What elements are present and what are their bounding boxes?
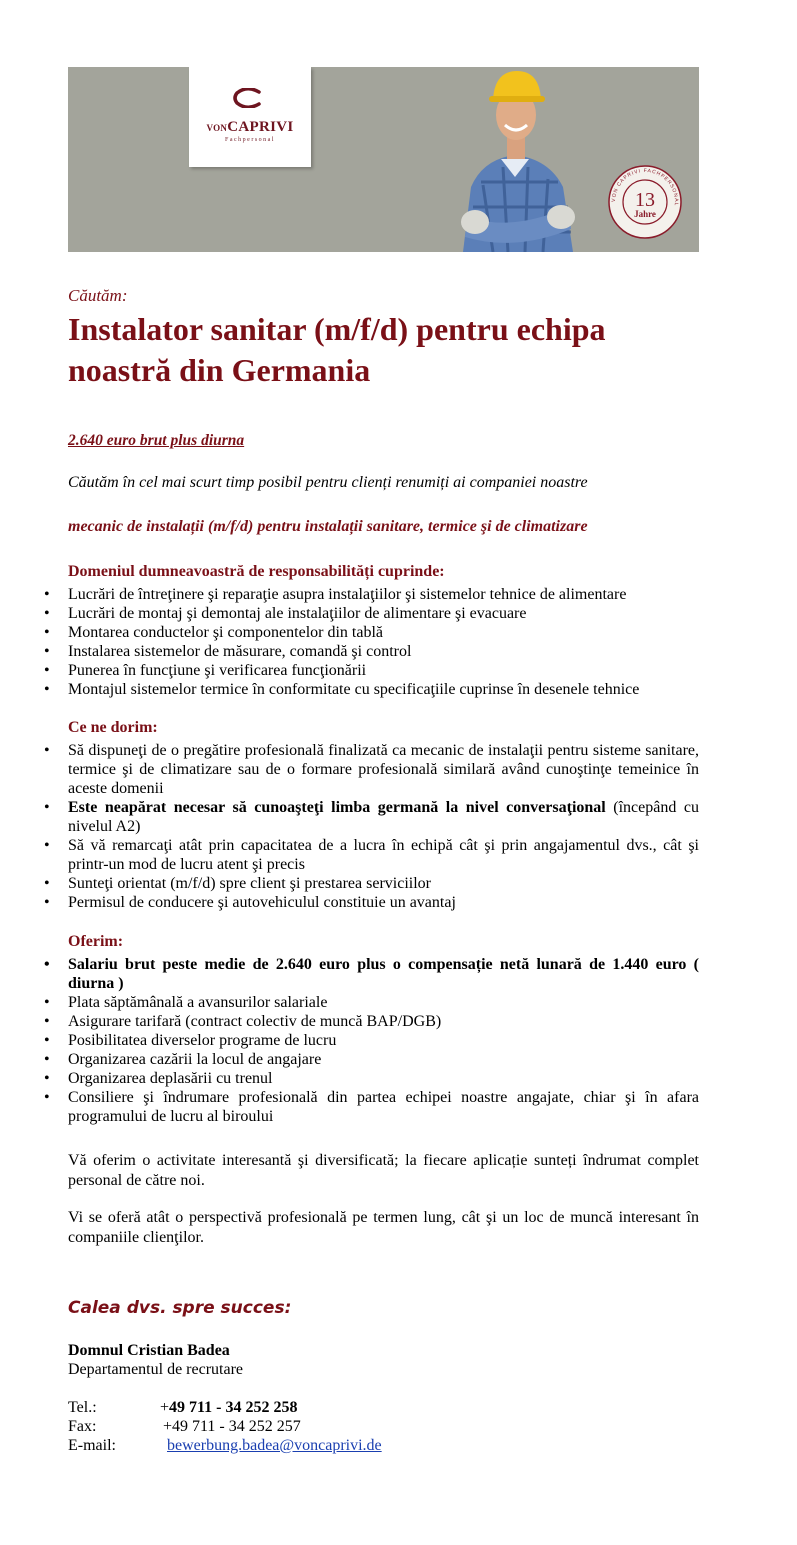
list-item: • Organizarea deplasării cu trenul [68, 1069, 699, 1088]
list-item: • Consiliere şi îndrumare profesională din partea echipei noastre angajate, chiar şi în afara programului de lucru al biroului [68, 1088, 699, 1126]
list-item: • Posibilitatea diverselor programe de lucru [68, 1031, 699, 1050]
list-item: • Lucrări de întreţinere şi reparaţie asupra instalaţiilor şi sistemelor tehnice de alimentare [68, 585, 699, 604]
company-logo [189, 67, 311, 167]
call-to-action: Calea dvs. spre succes: [68, 1298, 292, 1318]
list-item: • Salariu brut peste medie de 2.640 euro plus o compensație netă lunară de 1.440 euro ( diurna ) [68, 955, 699, 993]
job-title [68, 309, 708, 391]
badge-unit: Jahre [634, 209, 656, 219]
closing-paragraph-1: Vă oferim o activitate interesantă şi diversificată; la fiecare aplicație sunteți îndrumat complet personal de către noi. [68, 1152, 699, 1189]
requirements-heading: Ce ne dorim: [68, 719, 158, 736]
contact-department: Departamentul de recrutare [68, 1361, 244, 1378]
german-requirement-bold: Este neapărat necesar să cunoaşteţi limba germană la nivel conversaţional [68, 799, 606, 816]
fax-label: Fax: [68, 1418, 97, 1435]
logo-tagline: Fachpersonal [225, 137, 275, 143]
list-item: • Asigurare tarifară (contract colectiv de muncă BAP/DGB) [68, 1012, 699, 1031]
list-item: • Să dispuneţi de o pregătire profesională finalizată ca mecanic de instalaţii pentru sisteme sanitare, termice şi de climatizare sau de o formare profesională similară având cunoştinţe temeinice în aceste domenii [68, 741, 699, 798]
list-item: • Instalarea sistemelor de măsurare, comandă şi control [68, 642, 699, 661]
german-requirement-rest: (începând cu nivelul A2) [68, 799, 699, 835]
offers-heading: Oferim: [68, 933, 124, 950]
badge-number: 13 [635, 189, 655, 211]
list-item: • Permisul de conducere şi autovehiculul constituie un avantaj [68, 893, 699, 912]
email-label: E-mail: [68, 1437, 116, 1454]
tel-number: 49 711 - 34 252 258 [169, 1399, 298, 1416]
intro-text: Căutăm în cel mai scurt timp posibil pentru clienți renumiți ai companiei noastre [68, 474, 588, 491]
list-item [68, 798, 699, 836]
list-item: • Sunteţi orientat (m/f/d) spre client şi prestarea serviciilor [68, 874, 699, 893]
contact-name: Domnul Cristian Badea [68, 1342, 230, 1359]
list-item: • Punerea în funcţiune şi verificarea funcţionării [68, 661, 699, 680]
logo-c-mark-icon [233, 88, 261, 108]
email-link[interactable]: bewerbung.badea@voncaprivi.de [167, 1437, 382, 1454]
list-item: • Montajul sistemelor termice în conformitate cu specificaţiile cuprinse în desenele tehnice [68, 680, 699, 699]
responsibilities-list [68, 585, 699, 699]
worker-photo [453, 67, 583, 252]
logo-wordmark [189, 119, 311, 136]
job-title-line-1: Instalator sanitar (m/f/d) pentru echipa [68, 311, 606, 347]
fax-value: +49 711 - 34 252 257 [163, 1418, 301, 1435]
badge-ring-text: VON CAPRIVI FACHPERSONAL [610, 167, 680, 207]
offers-list [68, 955, 699, 1126]
closing-paragraph-2: Vi se oferă atât o perspectivă profesională pe termen lung, cât şi un loc de muncă interesant în companiile clienţilor. [68, 1209, 699, 1246]
header-banner [68, 67, 699, 252]
list-item: • Lucrări de montaj şi demontaj ale instalaţiilor de alimentare şi evacuare [68, 604, 699, 623]
role-title: mecanic de instalații (m/f/d) pentru instalații sanitare, termice şi de climatizare [68, 518, 588, 535]
list-item: • Montarea conductelor şi componentelor din tablă [68, 623, 699, 642]
list-item: • Plata săptămânală a avansurilor salariale [68, 993, 699, 1012]
tel-label: Tel.: [68, 1399, 97, 1416]
salary-line: 2.640 euro brut plus diurna [68, 432, 245, 449]
job-title-line-2: noastră din Germania [68, 352, 371, 388]
logo-prefix: VON [206, 123, 228, 133]
tel-value [160, 1399, 297, 1417]
tel-plus: + [160, 1399, 170, 1416]
anniversary-badge [601, 164, 689, 240]
list-item: • Organizarea cazării la locul de angajare [68, 1050, 699, 1069]
responsibilities-heading: Domeniul dumneavoastră de responsabilități cuprinde: [68, 563, 445, 580]
logo-name: CAPRIVI [227, 119, 294, 135]
searching-label: Căutăm: [68, 286, 128, 305]
list-item: • Să vă remarcaţi atât prin capacitatea de a lucra în echipă cât şi prin angajamentul dvs., cât şi printr-un mod de lucru atent şi precis [68, 836, 699, 874]
requirements-list [68, 741, 699, 912]
